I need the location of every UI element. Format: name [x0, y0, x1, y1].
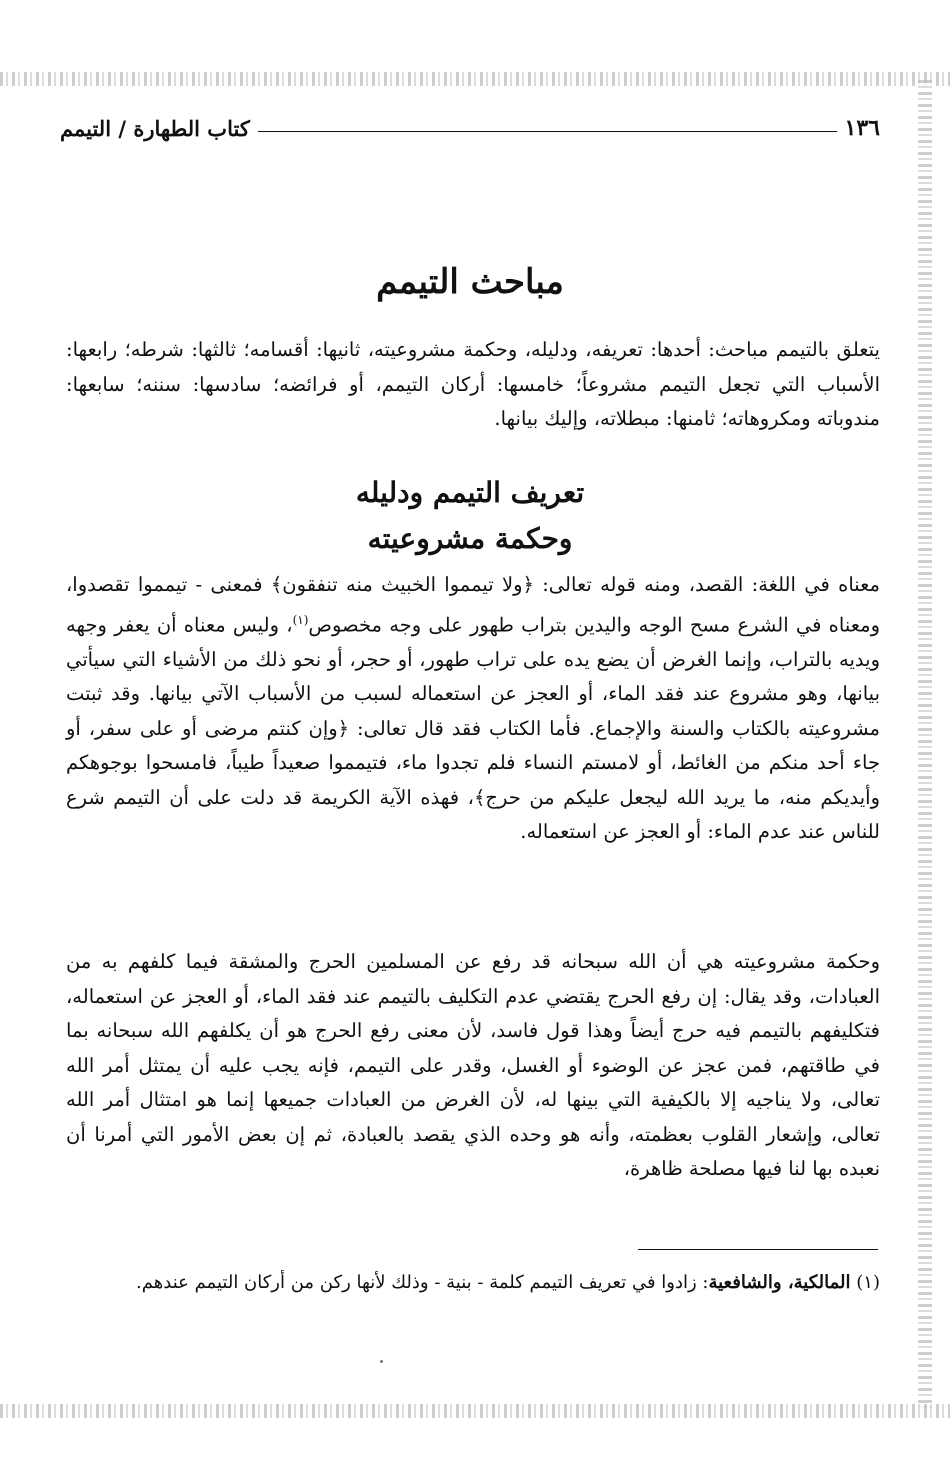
footnote-marker: (١)	[856, 1272, 880, 1293]
page-header	[60, 108, 880, 148]
scan-speck	[380, 1360, 383, 1363]
intro-paragraph: يتعلق بالتيمم مباحث: أحدها: تعريفه، ودليله، وحكمة مشروعيته، ثانيها: أقسامه؛ ثالثها: شرطه؛ رابعها: الأسباب التي تجعل التيمم مشروعاً؛ خامسها: أركان التيمم، أو فرائضه؛ سادسها: سننه؛ سابعها: مندوباته ومكروهاته؛ ثامنها: مبطلاته، وإليك بيانها.	[66, 338, 880, 430]
wisdom-paragraph: وحكمة مشروعيته هي أن الله سبحانه قد رفع عن المسلمين الحرج والمشقة فيما كلفهم به من العبادات، وقد يقال: إن رفع الحرج يقتضي عدم التكليف بالتيمم عند فقد الماء، أو العجز عن استعماله، فتكليفهم بالتيمم فيه حرج أيضاً وهذا قول فاسد، لأن معنى رفع الحرج هو أن يكلفهم الله سبحانه بما في طاقتهم، فمن عجز عن الوضوء أو الغسل، وقدر على التيمم، فإنه يجب عليه أن يمتثل أمر الله تعالى، ولا يناجيه إلا بالكيفية التي بينها له، لأن الغرض من العبادات جميعها إنما هو امتثال أمر الله تعالى، وإشعار القلوب بعظمته، وأنه هو وحده الذي يقصد بالعبادة، ثم إن بعض الأمور التي أمرنا أن نعبده بها لنا فيها مصلحة ظاهرة،	[66, 950, 880, 1180]
footnote-text: : زادوا في تعريف التيمم كلمة - بنية - وذلك لأنها ركن من أركان التيمم عندهم.	[136, 1272, 709, 1293]
footnote-separator	[638, 1249, 878, 1250]
scan-border-bottom	[0, 1404, 950, 1418]
page-number: ١٣٦	[844, 115, 880, 141]
definition-text-end: ، وليس معناه أن يعفر وجهه ويديه بالتراب، وإنما الغرض أن يضع يده على تراب طهور، أو حجر، أو نحو ذلك من الأشياء التي سيأتي بيانها، وهو مشروع عند فقد الماء، أو العجز عن استعماله لسبب من الأسباب الآتي بيانها. وقد ثبتت مشروعيته بالكتاب والسنة والإجماع. فأما الكتاب فقد قال تعالى: ﴿وإن كنتم مرضى أو على سفر، أو جاء أحد منكم من الغائط، أو لامستم النساء فلم تجدوا ماء، فتيمموا صعيداً طيباً، فامسحوا بوجوهكم وأيديكم منه، ما يريد الله ليجعل عليكم من حرج﴾، فهذه الآية الكريمة قد دلت على أن التيمم شرع للناس عند عدم الماء: أو العجز عن استعماله.	[66, 613, 880, 843]
header-rule	[258, 131, 837, 132]
section-heading-line1: تعريف التيمم ودليله	[355, 476, 585, 509]
footnote-reference[interactable]: (١)	[292, 612, 309, 627]
chapter-title: مباحث التيمم	[376, 262, 564, 302]
definition-text-start: معناه في اللغة: القصد، ومنه قوله تعالى: ﴿ولا تيمموا الخبيث منه تنفقون﴾ فمعنى - تيمموا تقصدوا، ومعناه في الشرع مسح الوجه واليدين بتراب طهور على وجه مخصوص	[66, 573, 880, 636]
running-title: كتاب الطهارة / التيمم	[60, 115, 250, 141]
footnote	[66, 1266, 880, 1300]
scan-border-right	[918, 80, 932, 1410]
scan-border-top	[0, 72, 950, 86]
footnote-lead: المالكية، والشافعية	[708, 1272, 851, 1293]
definition-paragraph	[66, 568, 880, 850]
section-heading-line2: وحكمة مشروعيته	[367, 522, 573, 555]
